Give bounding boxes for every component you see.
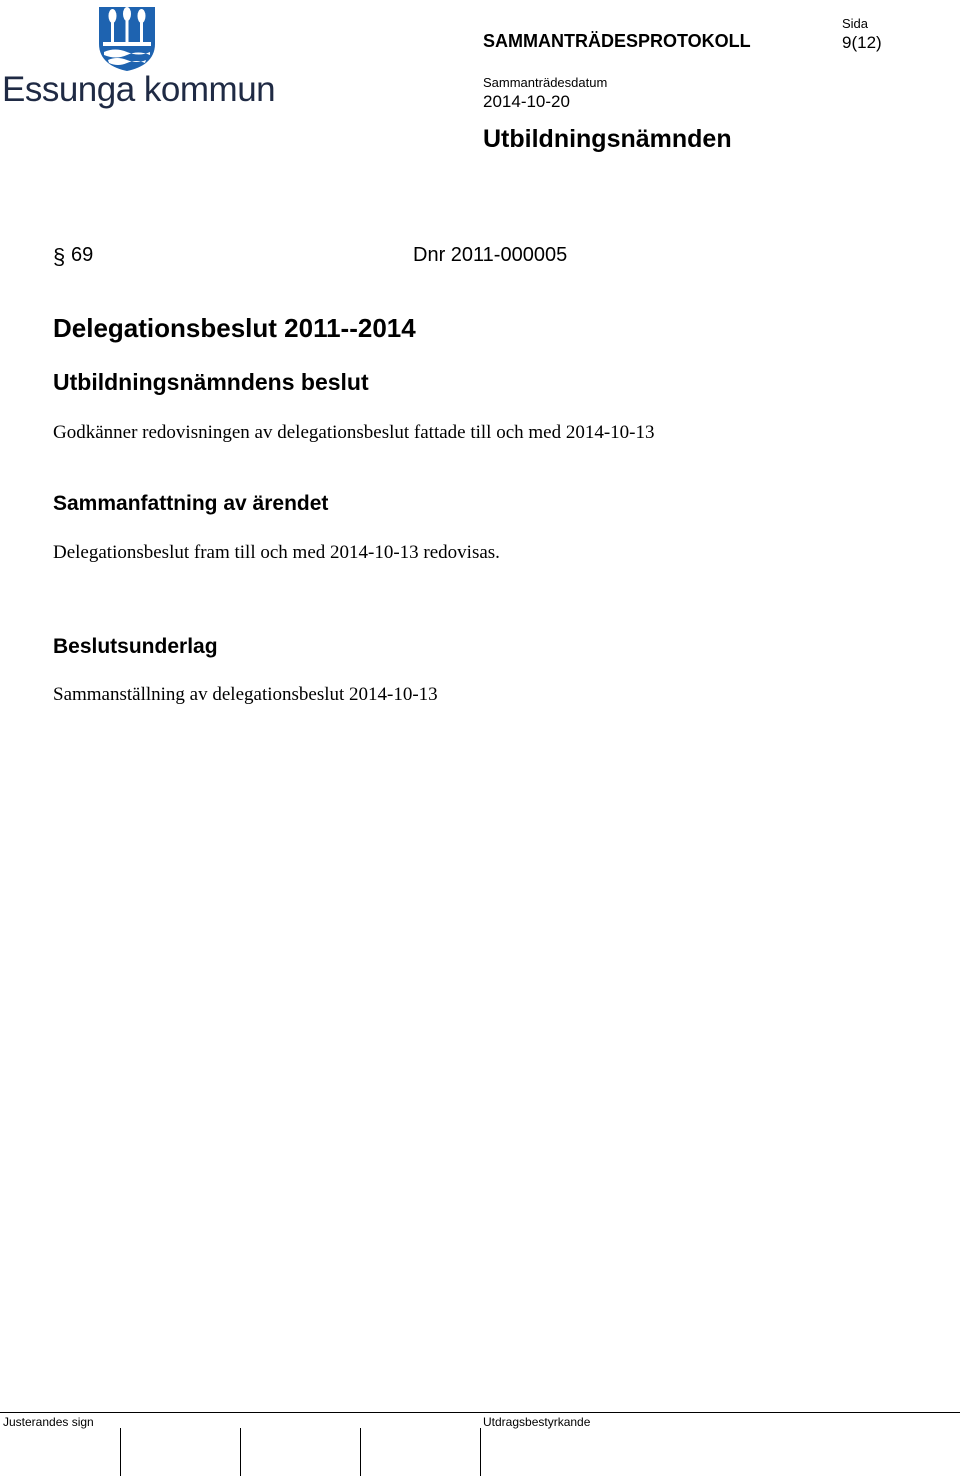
signature-box-divider [240, 1428, 241, 1476]
summary-heading: Sammanfattning av ärendet [53, 492, 329, 515]
adjusters-sign-label: Justerandes sign [3, 1415, 94, 1429]
signature-box-divider [480, 1428, 481, 1476]
extract-certification-label: Utdragsbestyrkande [483, 1415, 591, 1429]
basis-text: Sammanställning av delegationsbeslut 2014-10-13 [53, 684, 438, 705]
municipality-coat-of-arms [98, 6, 156, 72]
summary-text: Delegationsbeslut fram till och med 2014-10-13 redovisas. [53, 542, 500, 563]
decision-text: Godkänner redovisningen av delegationsbeslut fattade till och med 2014-10-13 [53, 422, 655, 443]
signature-box-divider [360, 1428, 361, 1476]
basis-heading: Beslutsunderlag [53, 635, 218, 658]
decision-heading: Utbildningsnämndens beslut [53, 369, 369, 395]
meeting-date-label: Sammanträdesdatum [483, 75, 608, 90]
page-label: Sida [842, 16, 869, 31]
municipality-logo-text: Essunga kommun [2, 70, 276, 109]
paragraph-symbol: § [53, 244, 66, 269]
paragraph-number: 69 [71, 244, 94, 266]
signature-box-divider [120, 1428, 121, 1476]
meeting-date: 2014-10-20 [483, 92, 570, 111]
committee-name: Utbildningsnämnden [483, 125, 732, 153]
page-number: 9(12) [842, 33, 882, 52]
document-type: SAMMANTRÄDESPROTOKOLL [483, 31, 751, 51]
case-number: Dnr 2011-000005 [413, 244, 568, 266]
section-title: Delegationsbeslut 2011--2014 [53, 313, 416, 343]
footer-divider [0, 1412, 960, 1413]
